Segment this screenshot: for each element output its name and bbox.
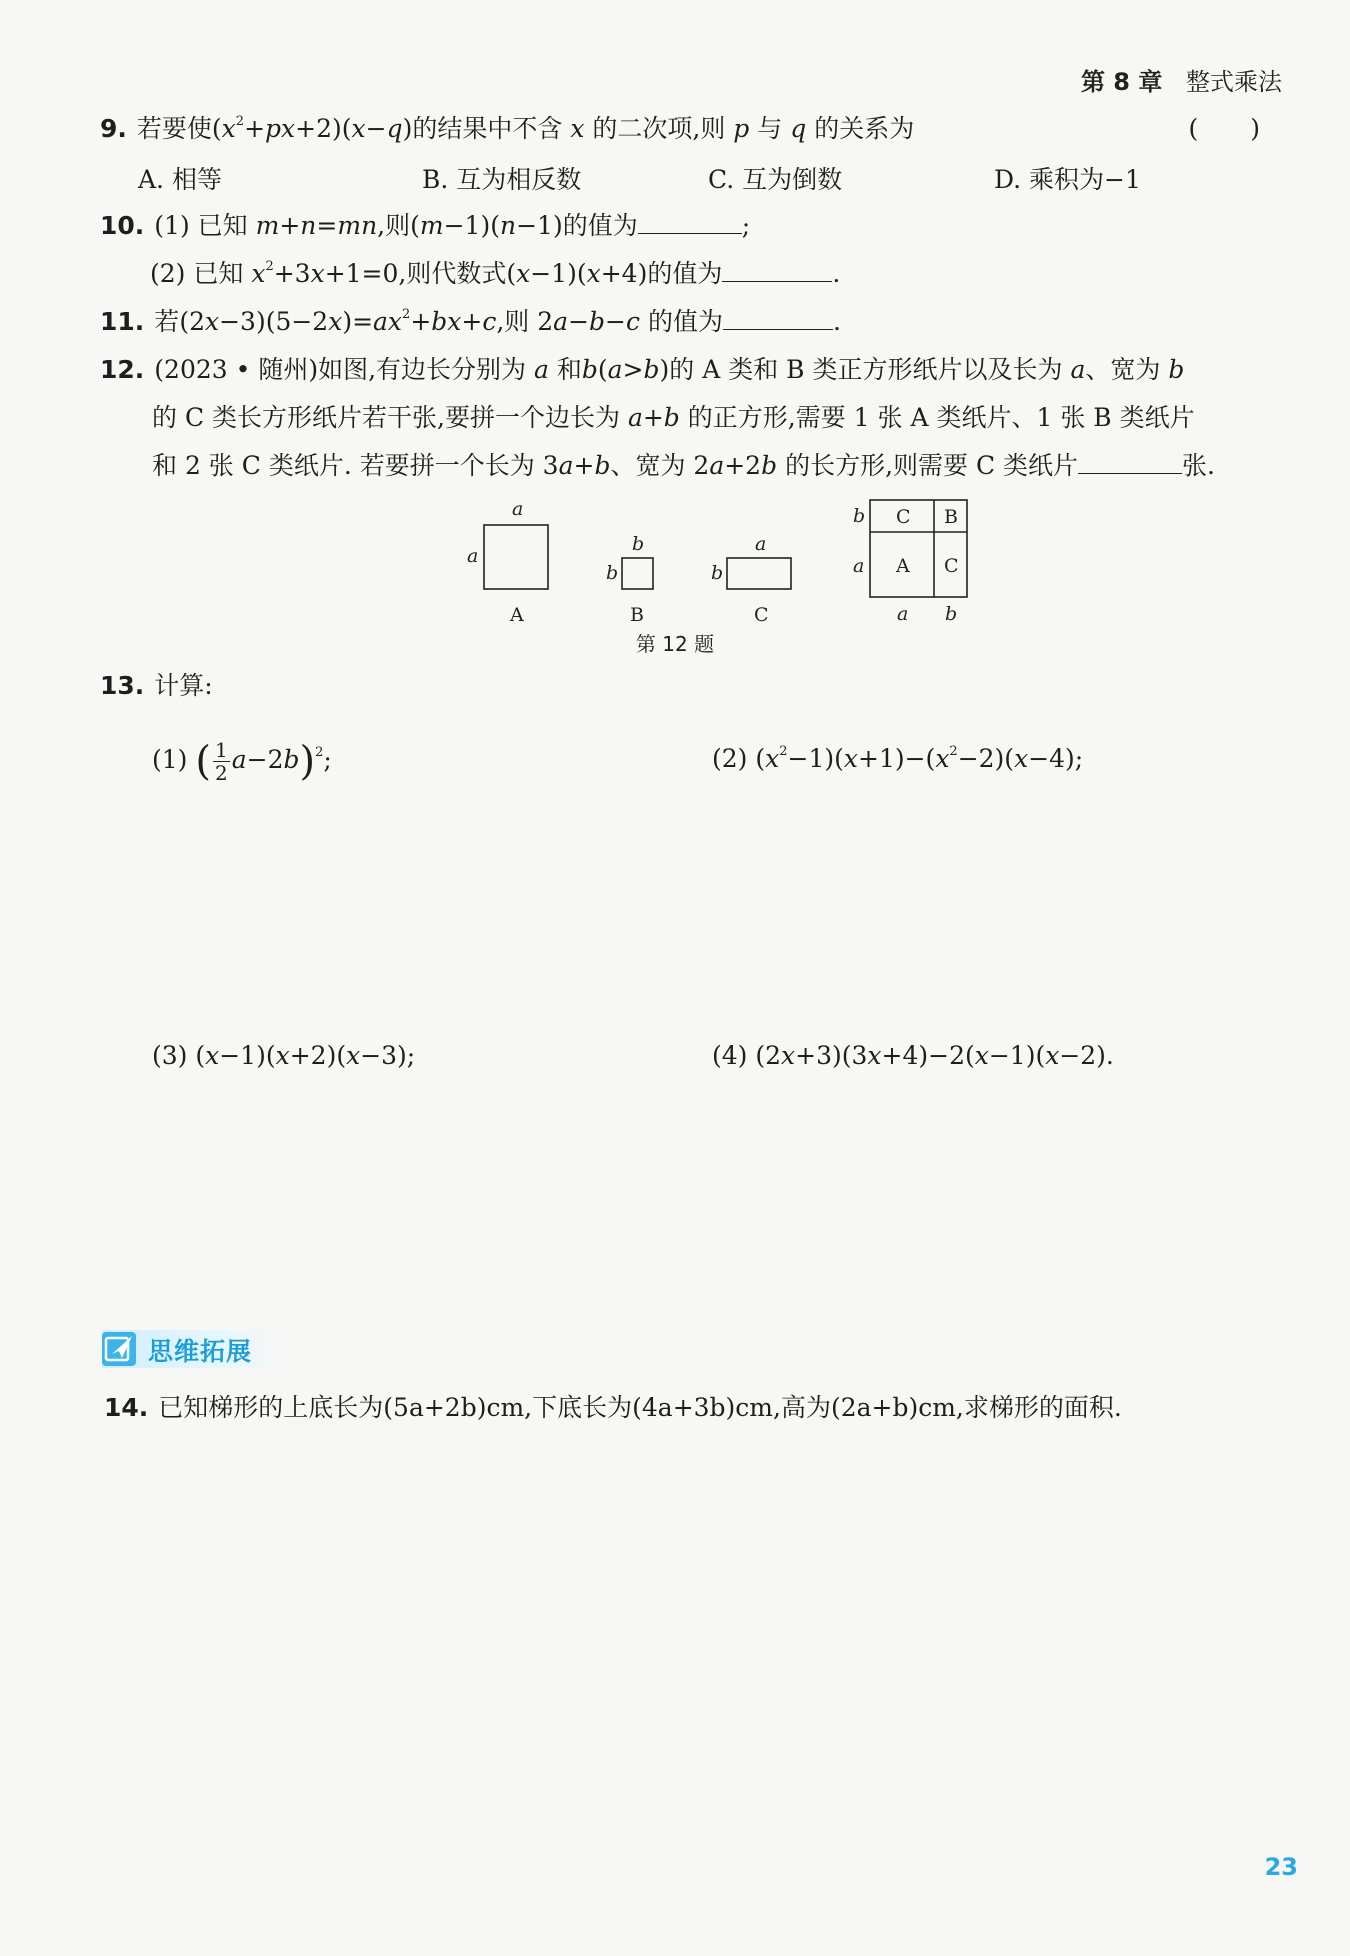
cell-a: A bbox=[896, 555, 910, 577]
choice-b[interactable]: B. 互为相反数 bbox=[422, 165, 582, 194]
question-12-line-3: 和 2 张 C 类纸片. 若要拼一个长为 3a+b、宽为 2a+2b 的长方形,则需要 C 类纸片 张. bbox=[152, 451, 1215, 480]
label-bottom-b: b bbox=[945, 603, 958, 625]
question-number: 14. bbox=[104, 1393, 149, 1422]
q12-text: 张. bbox=[1182, 451, 1215, 480]
q12-text: 和 bbox=[556, 355, 582, 384]
q11-text: ,则 bbox=[496, 307, 530, 336]
question-number: 10. bbox=[100, 211, 145, 240]
label-C: C bbox=[754, 604, 769, 626]
answer-parentheses[interactable]: ( ) bbox=[1188, 114, 1282, 143]
q12-text: 、宽为 bbox=[610, 451, 686, 480]
label-B: B bbox=[630, 604, 644, 626]
q10-text: ,则 bbox=[377, 211, 411, 240]
question-9: 9. 若要使$(x^2+px+2)(x-q)$的结果中不含 x 的二次项,则 p 与 q 的关系为 bbox=[100, 114, 915, 143]
rect-c bbox=[727, 558, 791, 589]
chapter-title: 整式乘法 bbox=[1186, 68, 1282, 96]
question-number: 12. bbox=[100, 355, 145, 384]
page-header bbox=[1081, 62, 1282, 97]
q11-text: 若 bbox=[154, 307, 180, 336]
choice-a[interactable]: A. 相等 bbox=[138, 165, 222, 194]
page-number: 23 bbox=[1264, 1853, 1298, 1881]
q12-text: (2023 • 随州)如图,有边长分别为 bbox=[154, 355, 527, 384]
question-11: 11. 若$(2x-3)(5-2x)=ax^2+bx+c$,则 2a−b−c 的值为 . bbox=[100, 307, 841, 336]
label-b-left: b bbox=[606, 562, 619, 584]
square-a bbox=[484, 525, 548, 589]
q13-part-1: (1) ( $\frac{1}{2}$ a−2b)$^2$; bbox=[152, 738, 332, 785]
part-label: (3) bbox=[152, 1041, 188, 1070]
q12-text: 、宽为 bbox=[1085, 355, 1161, 384]
label-a-top: a bbox=[512, 498, 524, 520]
part-label: (2) bbox=[712, 744, 748, 773]
label-side-b: b bbox=[853, 505, 866, 527]
q12-text: 和 2 张 C 类纸片. 若要拼一个长为 bbox=[152, 451, 535, 480]
q10-punct: ; bbox=[741, 211, 751, 240]
section-title: 思维拓展 bbox=[148, 1337, 253, 1366]
section-header bbox=[102, 1330, 282, 1368]
q9-text: 的关系为 bbox=[814, 114, 915, 143]
q13-part-4: (4) (2x+3)(3x+4)−2(x−1)(x−2). bbox=[712, 1041, 1114, 1070]
q10-punct: . bbox=[832, 259, 841, 288]
q12-text: 的正方形,需要 1 张 A 类纸片、1 张 B 类纸片 bbox=[687, 403, 1195, 432]
q12-text: 的 A 类和 B 类正方形纸片以及长为 bbox=[669, 355, 1063, 384]
answer-blank[interactable] bbox=[723, 307, 833, 330]
q10-text: 的值为 bbox=[562, 211, 638, 240]
q14-text: 已知梯形的上底长为(5a+2b)cm,下底长为(4a+3b)cm,高为(2a+b)cm,求梯形的面积. bbox=[158, 1393, 1122, 1422]
cell-b: B bbox=[944, 506, 958, 528]
label-bottom-a: a bbox=[897, 603, 909, 625]
label-b-top: b bbox=[632, 533, 645, 555]
question-12-line-2: 的 C 类长方形纸片若干张,要拼一个边长为 a+b 的正方形,需要 1 张 A 类纸片、1 张 B 类纸片 bbox=[152, 403, 1195, 432]
cell-c-right: C bbox=[944, 555, 959, 577]
cell-c-top: C bbox=[896, 506, 911, 528]
question-number: 11. bbox=[100, 307, 145, 336]
figure-caption: 第 12 题 bbox=[635, 632, 715, 656]
q9-text: 的结果中不含 bbox=[412, 114, 563, 143]
q9-text: 与 bbox=[757, 114, 783, 143]
q13-part-2: (2) $(x^2-1)(x+1)-(x^2-2)(x-4)$; bbox=[712, 744, 1084, 773]
label-a-left: a bbox=[467, 545, 479, 567]
label-c-top: a bbox=[755, 533, 767, 555]
part-label: (1) bbox=[152, 745, 188, 774]
q10-text: 的值为 bbox=[647, 259, 723, 288]
question-10-part-2: (2) 已知 $x^2+3x+1=0$,则代数式(x−1)(x+4)的值为 . bbox=[150, 259, 841, 288]
chapter-number: 第 8 章 bbox=[1080, 68, 1163, 96]
question-number: 9. bbox=[100, 114, 127, 143]
part-label: (4) bbox=[712, 1041, 748, 1070]
q9-text: 的二次项,则 bbox=[592, 114, 726, 143]
answer-blank[interactable] bbox=[1078, 451, 1182, 474]
label-A: A bbox=[510, 604, 524, 626]
q13-title: 计算: bbox=[154, 671, 213, 700]
q9-text: 若要使( bbox=[136, 114, 222, 143]
q10-text: ,则代数式 bbox=[398, 259, 507, 288]
q11-text: 的值为 bbox=[647, 307, 723, 336]
question-12-line-1: 12. (2023 • 随州)如图,有边长分别为 a 和b(a>b)的 A 类和 B 类正方形纸片以及长为 a、宽为 b bbox=[100, 355, 1185, 384]
question-13 bbox=[100, 670, 213, 702]
question-14 bbox=[104, 1392, 1122, 1424]
answer-blank[interactable] bbox=[722, 259, 832, 282]
label-side-a: a bbox=[853, 555, 865, 577]
q12-text: 的 C 类长方形纸片若干张,要拼一个边长为 bbox=[152, 403, 620, 432]
question-10-part-1: 10. (1) 已知 m+n=mn,则(m−1)(n−1)的值为 ; bbox=[100, 211, 751, 240]
question-number: 13. bbox=[100, 671, 145, 700]
choice-d[interactable]: D. 乘积为−1 bbox=[994, 165, 1141, 194]
paper-plane-icon bbox=[102, 1332, 136, 1366]
label-c-left: b bbox=[711, 562, 724, 584]
q12-text: 的长方形,则需要 C 类纸片 bbox=[785, 451, 1079, 480]
choice-c[interactable]: C. 互为倒数 bbox=[708, 165, 843, 194]
q13-part-3: (3) (x−1)(x+2)(x−3); bbox=[152, 1041, 416, 1070]
square-b bbox=[622, 558, 653, 589]
q10-text: (1) 已知 bbox=[154, 211, 248, 240]
q10-text: (2) 已知 bbox=[150, 259, 244, 288]
q11-punct: . bbox=[832, 307, 841, 336]
answer-blank[interactable] bbox=[638, 211, 742, 234]
